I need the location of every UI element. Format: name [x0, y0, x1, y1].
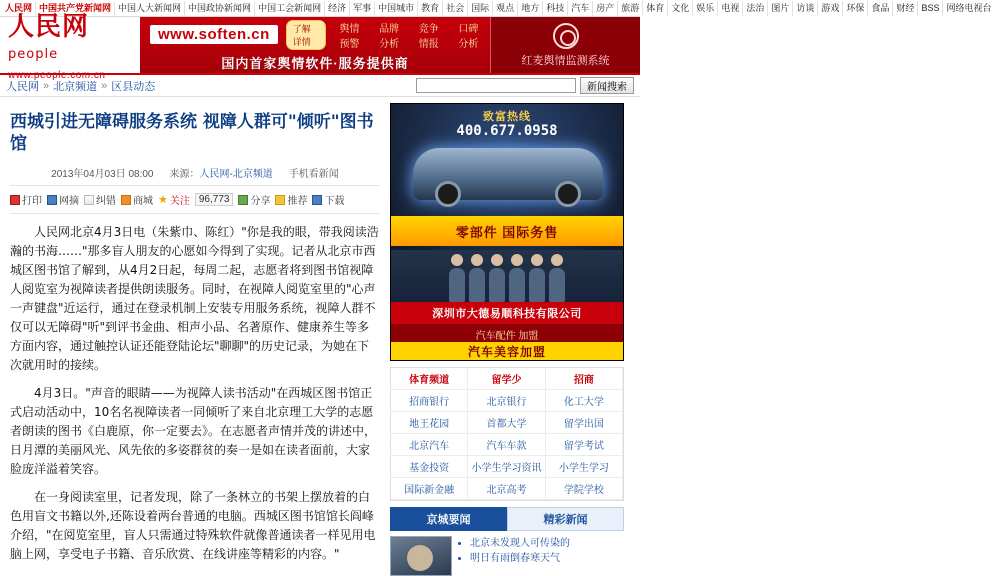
favorite-button[interactable]: [158, 192, 190, 207]
link-grid-header-1[interactable]: 留学少: [468, 368, 545, 390]
star-icon: ★: [158, 194, 168, 206]
thumbsup-icon: [275, 195, 285, 205]
link-grid-item-7[interactable]: 汽车车款: [468, 434, 545, 456]
topnav-item-18[interactable]: 文化: [668, 1, 693, 16]
link-grid-item-3[interactable]: 地王花园: [391, 412, 468, 434]
topnav-item-26[interactable]: 食品: [868, 1, 893, 16]
sidebar-news-block: [390, 536, 624, 576]
link-grid-header-0[interactable]: 体育频道: [391, 368, 468, 390]
topnav-item-24[interactable]: 游戏: [818, 1, 843, 16]
breadcrumb-section[interactable]: 北京频道: [53, 80, 98, 93]
link-grid-item-8[interactable]: 留学考试: [546, 434, 623, 456]
link-grid-item-9[interactable]: 基金投资: [391, 456, 468, 478]
topnav-item-16[interactable]: 旅游: [618, 1, 643, 16]
article-mobile-link[interactable]: 手机看新闻: [288, 169, 339, 180]
crew-illustration: [391, 250, 623, 302]
sidebar-advertisement[interactable]: [390, 103, 624, 361]
link-grid-item-0[interactable]: 招商银行: [391, 390, 468, 412]
ad-bottom-bar[interactable]: 汽车美容加盟: [391, 342, 623, 360]
tab-city-news[interactable]: 京城要闻: [390, 507, 507, 531]
mall-button[interactable]: [121, 192, 153, 207]
sidebar-tabs: [390, 507, 624, 531]
ad-yellow-banner: 零部件 国际务售: [391, 216, 623, 246]
topnav-item-10[interactable]: 国际: [468, 1, 493, 16]
article-source-link[interactable]: 人民网-北京频道: [199, 169, 273, 180]
topnav-item-11[interactable]: 观点: [493, 1, 518, 16]
share-icon: [238, 195, 248, 205]
logo-cn-text: 人民网: [8, 11, 90, 42]
article-paragraph-1: 人民网北京4月3日电（朱紫巾、陈红）"你是我的眼，带我阅读浩瀚的书海……"那多盲人朋友的心愿如今得到了实现。记者从北京市西城区图书馆了解到，从4月2日起，每周二起，志愿者将到图书馆视障人阅览室为视障读者提供朗读服务。同时，在视障人阅览室里的"心声一声键盘"近运行，通过在登录机制上安装专用服务系统，视障人群不仅可以无障碍"听"到评书金曲、相声小品、名著原作、健康养生等多方面内容，通过触控认证还能登陆论坛"聊聊"的历史记录，为她在下次就用时的接续。: [10, 225, 379, 372]
printer-icon: [10, 195, 20, 205]
link-grid-item-10[interactable]: 小学生学习资讯: [468, 456, 545, 478]
person-figure: [449, 268, 465, 302]
page-title: 西城引进无障碍服务系统 视障人群可"倾听"图书馆: [10, 112, 374, 154]
person-figure: [509, 268, 525, 302]
breadcrumb-separator-2: »: [101, 79, 108, 92]
sidebar-news-list: [458, 536, 570, 576]
correction-label: 纠错: [96, 196, 116, 207]
print-label: 打印: [22, 196, 42, 207]
list-item[interactable]: • 明日有雨倒春寒天气: [470, 551, 570, 566]
link-grid-item-11[interactable]: 小学生学习: [546, 456, 623, 478]
breadcrumb-home[interactable]: 人民网: [6, 80, 39, 93]
search-input[interactable]: [416, 78, 576, 93]
logo-en-text: people: [8, 46, 59, 62]
topnav-item-28[interactable]: BSS: [918, 1, 943, 16]
radar-icon: [553, 23, 579, 49]
link-grid-item-4[interactable]: 首都大学: [468, 412, 545, 434]
article-toolbar: [10, 186, 380, 214]
topnav-item-27[interactable]: 财经: [893, 1, 918, 16]
view-counter: 96,773: [195, 193, 234, 206]
topnav-item-23[interactable]: 访谈: [793, 1, 818, 16]
person-figure: [529, 268, 545, 302]
download-icon: [312, 195, 322, 205]
ad-company-name: 深圳市大德易顺科技有限公司: [391, 302, 623, 324]
topnav-item-1[interactable]: 中国共产党新闻网: [36, 1, 115, 16]
breadcrumb-bar: [0, 75, 640, 97]
clip-button[interactable]: [47, 192, 79, 207]
ad-link-0[interactable]: 舆情预警: [339, 23, 360, 50]
article-paragraph-3: 在一身阅读室里，记者发现，除了一条林立的书架上摆放着的白色用盲文书籍以外,还陈设着两台普通的电脑。西城区图书馆馆长阎峰介绍，"在阅览室里，盲人只需通过特殊软件就像普通读者一样见用电脑上网，享受电子书籍、音乐欣赏、在线讲座等精彩的内容。": [10, 490, 376, 561]
pencil-icon: [84, 195, 94, 205]
link-grid-item-12[interactable]: 国际新金融: [391, 478, 468, 500]
correction-button[interactable]: [84, 192, 116, 207]
topnav-item-20[interactable]: 电视: [718, 1, 743, 16]
ad-phone-number: 400.677.0958: [456, 123, 558, 139]
ad-hotline-label: 致富热线: [483, 111, 531, 123]
topnav-item-17[interactable]: 体育: [643, 1, 668, 16]
sidebar-link-grid: [390, 367, 624, 501]
topnav-item-2[interactable]: 中国人大新闻网: [115, 1, 185, 16]
car-illustration: [413, 148, 603, 200]
ad-company-subtitle: 汽车配件 加盟: [391, 324, 623, 344]
topnav-item-14[interactable]: 汽车: [568, 1, 593, 16]
ad-slogan: 国内首家舆情软件·服务提供商: [221, 55, 409, 71]
topnav-item-19[interactable]: 娱乐: [693, 1, 718, 16]
breadcrumb-page[interactable]: 区县动态: [111, 80, 156, 93]
list-item[interactable]: • 北京未发现人可传染的: [470, 536, 570, 551]
topnav-item-4[interactable]: 中国工会新闻网: [255, 1, 325, 16]
recommend-button[interactable]: [275, 192, 307, 207]
topnav-item-12[interactable]: 地方: [518, 1, 543, 16]
download-label: 下载: [324, 196, 345, 207]
link-grid-item-5[interactable]: 留学出国: [546, 412, 623, 434]
share-button[interactable]: [238, 192, 270, 207]
topnav-item-22[interactable]: 图片: [768, 1, 793, 16]
recommend-label: 推荐: [287, 196, 308, 207]
print-button[interactable]: [10, 192, 42, 207]
topnav-item-9[interactable]: 社会: [443, 1, 468, 16]
article-paragraph-2: 4月3日。"声音的眼睛——为视障人读书活动"在西城区图书馆正式启动活动中，10名名视障读者一同倾听了来自北京理工大学的志愿者朗读的图书《白鹿原，你一定要去》。在志愿者声情并茂的讲述中，日月潭的美丽风光、风先依的多姿群贫的奏一是如在读者面前，大家脸庞洋溢着笑容。: [10, 386, 377, 476]
article-datetime: 2013年04月03日 08:00: [51, 169, 154, 180]
clip-icon: [47, 195, 57, 205]
ad-brand[interactable]: www.soften.cn: [150, 25, 278, 44]
favorite-label: 关注: [169, 196, 190, 207]
ad-learn-more-button[interactable]: 了解详情: [286, 20, 326, 50]
ad-right-title: 红麦舆情监测系统: [521, 54, 610, 67]
download-button[interactable]: [312, 192, 344, 207]
right-sidebar: [390, 97, 640, 564]
ad-link-1[interactable]: 品牌分析: [379, 23, 400, 50]
topnav-item-6[interactable]: 军事: [350, 1, 375, 16]
clip-label: 网摘: [59, 196, 79, 207]
site-logo[interactable]: [0, 11, 140, 81]
article-source-label: 来源：: [169, 169, 200, 180]
top-advertisement[interactable]: [140, 17, 490, 73]
topnav-item-29[interactable]: 网络电视台: [946, 2, 992, 13]
topnav-item-3[interactable]: 中国政协新闻网: [185, 1, 255, 16]
link-grid-item-2[interactable]: 化工大学: [546, 390, 623, 412]
topnav-item-8[interactable]: 教育: [418, 1, 443, 16]
ad-link-2[interactable]: 竞争情报: [418, 23, 439, 50]
ad-link-3[interactable]: 口碑分析: [458, 23, 479, 50]
topnav-item-0[interactable]: 人民网: [2, 1, 36, 16]
share-label: 分享: [250, 196, 271, 207]
person-figure: [469, 268, 485, 302]
mall-label: 商城: [133, 196, 153, 207]
person-figure: [489, 268, 505, 302]
link-grid-item-14[interactable]: 学院学校: [546, 478, 623, 500]
ad-right-panel[interactable]: [490, 17, 640, 73]
topnav-item-21[interactable]: 法治: [743, 1, 768, 16]
article-column: [0, 97, 390, 561]
topnav-item-25[interactable]: 环保: [843, 1, 868, 16]
topnav-item-7[interactable]: 中国城市: [375, 1, 418, 16]
person-figure: [549, 268, 565, 302]
link-grid-item-13[interactable]: 北京高考: [468, 478, 545, 500]
link-grid-header-2[interactable]: 招商: [546, 368, 623, 390]
link-grid-item-1[interactable]: 北京银行: [468, 390, 545, 412]
breadcrumb-separator-1: »: [43, 79, 50, 92]
search-button[interactable]: 新闻搜索: [580, 77, 634, 94]
tab-featured-news[interactable]: 精彩新闻: [507, 507, 624, 531]
article-body: [10, 223, 380, 564]
logo-url: www.people.com.cn: [8, 69, 106, 81]
news-thumbnail[interactable]: [390, 536, 452, 576]
topnav-item-13[interactable]: 科技: [543, 1, 568, 16]
cart-icon: [121, 195, 131, 205]
article-meta: [10, 165, 380, 186]
topnav-item-5[interactable]: 经济: [325, 1, 350, 16]
site-header: [0, 11, 640, 81]
link-grid-item-6[interactable]: 北京汽车: [391, 434, 468, 456]
topnav-item-15[interactable]: 房产: [593, 1, 618, 16]
main-content: [0, 97, 640, 564]
